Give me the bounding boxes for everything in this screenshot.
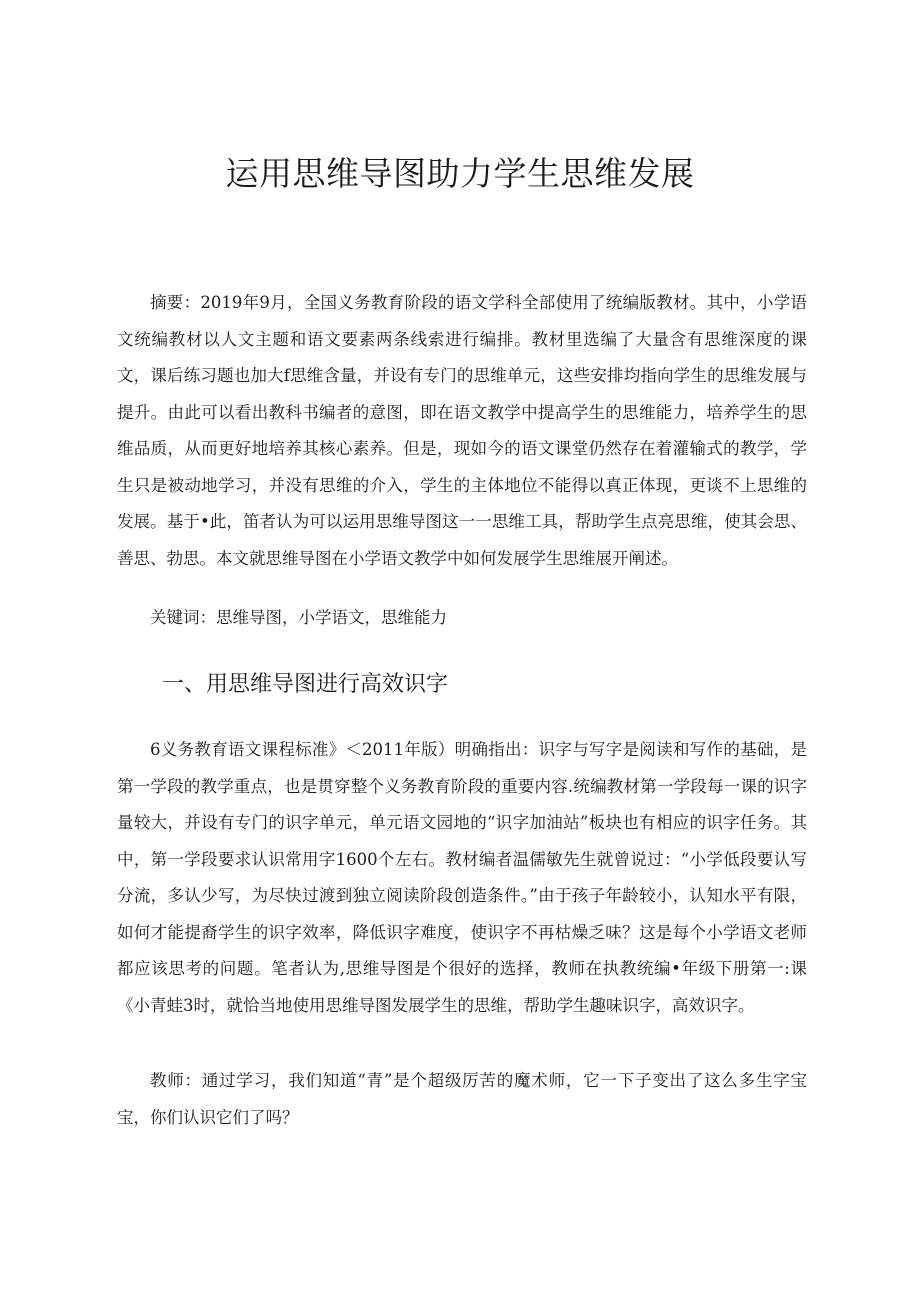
abstract-paragraph: 摘要：2019年9月，全国义务教育阶段的语文学科全部使用了统编版教材。其中，小学语文统编教材以人文主题和语文要素两条线索进行编排。教材里选编了大量含有思维深度的课文，课后练习题也加大f思维含量，并设有专门的思维单元，这些安排均指向学生的思维发展与提升。由此可以看出教科书编者的意图，即在语文教学中提高学生的思维能力，培养学生的思维品质，从而更好地培养其核心素养。但是，现如今的语文课堂仍然存在着灌输式的教学，学生只是被动地学习，并没有思维的介入，学生的主体地位不能得以真正体现，更谈不上思维的发展。基于•此，笛者认为可以运用思维导图这一一思维工具，帮助学生点亮思维，使其会思、善思、勃思。本文就思维导图在小学语文教学中如何发展学生思维展开阐述。: [117, 293, 807, 568]
body-paragraph-2: 教师：通过学习，我们知道“青”是个超级厉苦的魔术师，它一下子变出了这么多生字宝宝，你们认识它们了吗？: [117, 1071, 807, 1127]
section-heading: 一、用思维导图进行高效识字: [162, 672, 449, 697]
document-title: 运用思维导图助力学生思维发展: [225, 154, 695, 193]
keywords-line: 关键词：思维导图，小学语文，思维能力: [150, 608, 447, 627]
body-paragraph-1: 6义务教育语文课程标准》＜2011年版）明确指出：识字与写字是阅读和写作的基础，是第一学段的教学重点，也是贯穿整个义务教育阶段的重要内容.统编教材第一学段每一课的识字量较大，并设有专门的识字单元，单元语文园地的“识字加油站”板块也有相应的识字任务。其中，第一学段要求认识常用字1600个左右。教材编者温儒敏先生就曾说过：“小学低段要认写分流，多认少写，为尽快过渡到独立阅读阶段创造条件。”由于孩子年龄较小，认知水平有限，如何才能提裔学生的识字效率，降低识字难度，使识字不再枯燥乏味？这是每个小学语文老师都应该思考的问题。笔者认为,思维导图是个很好的选择，教师在执教统编•年级下册第一:课《小青蛙3时，就恰当地使用思维导图发展学生的思维，帮助学生趣味识字，高效识字。: [117, 740, 807, 1015]
